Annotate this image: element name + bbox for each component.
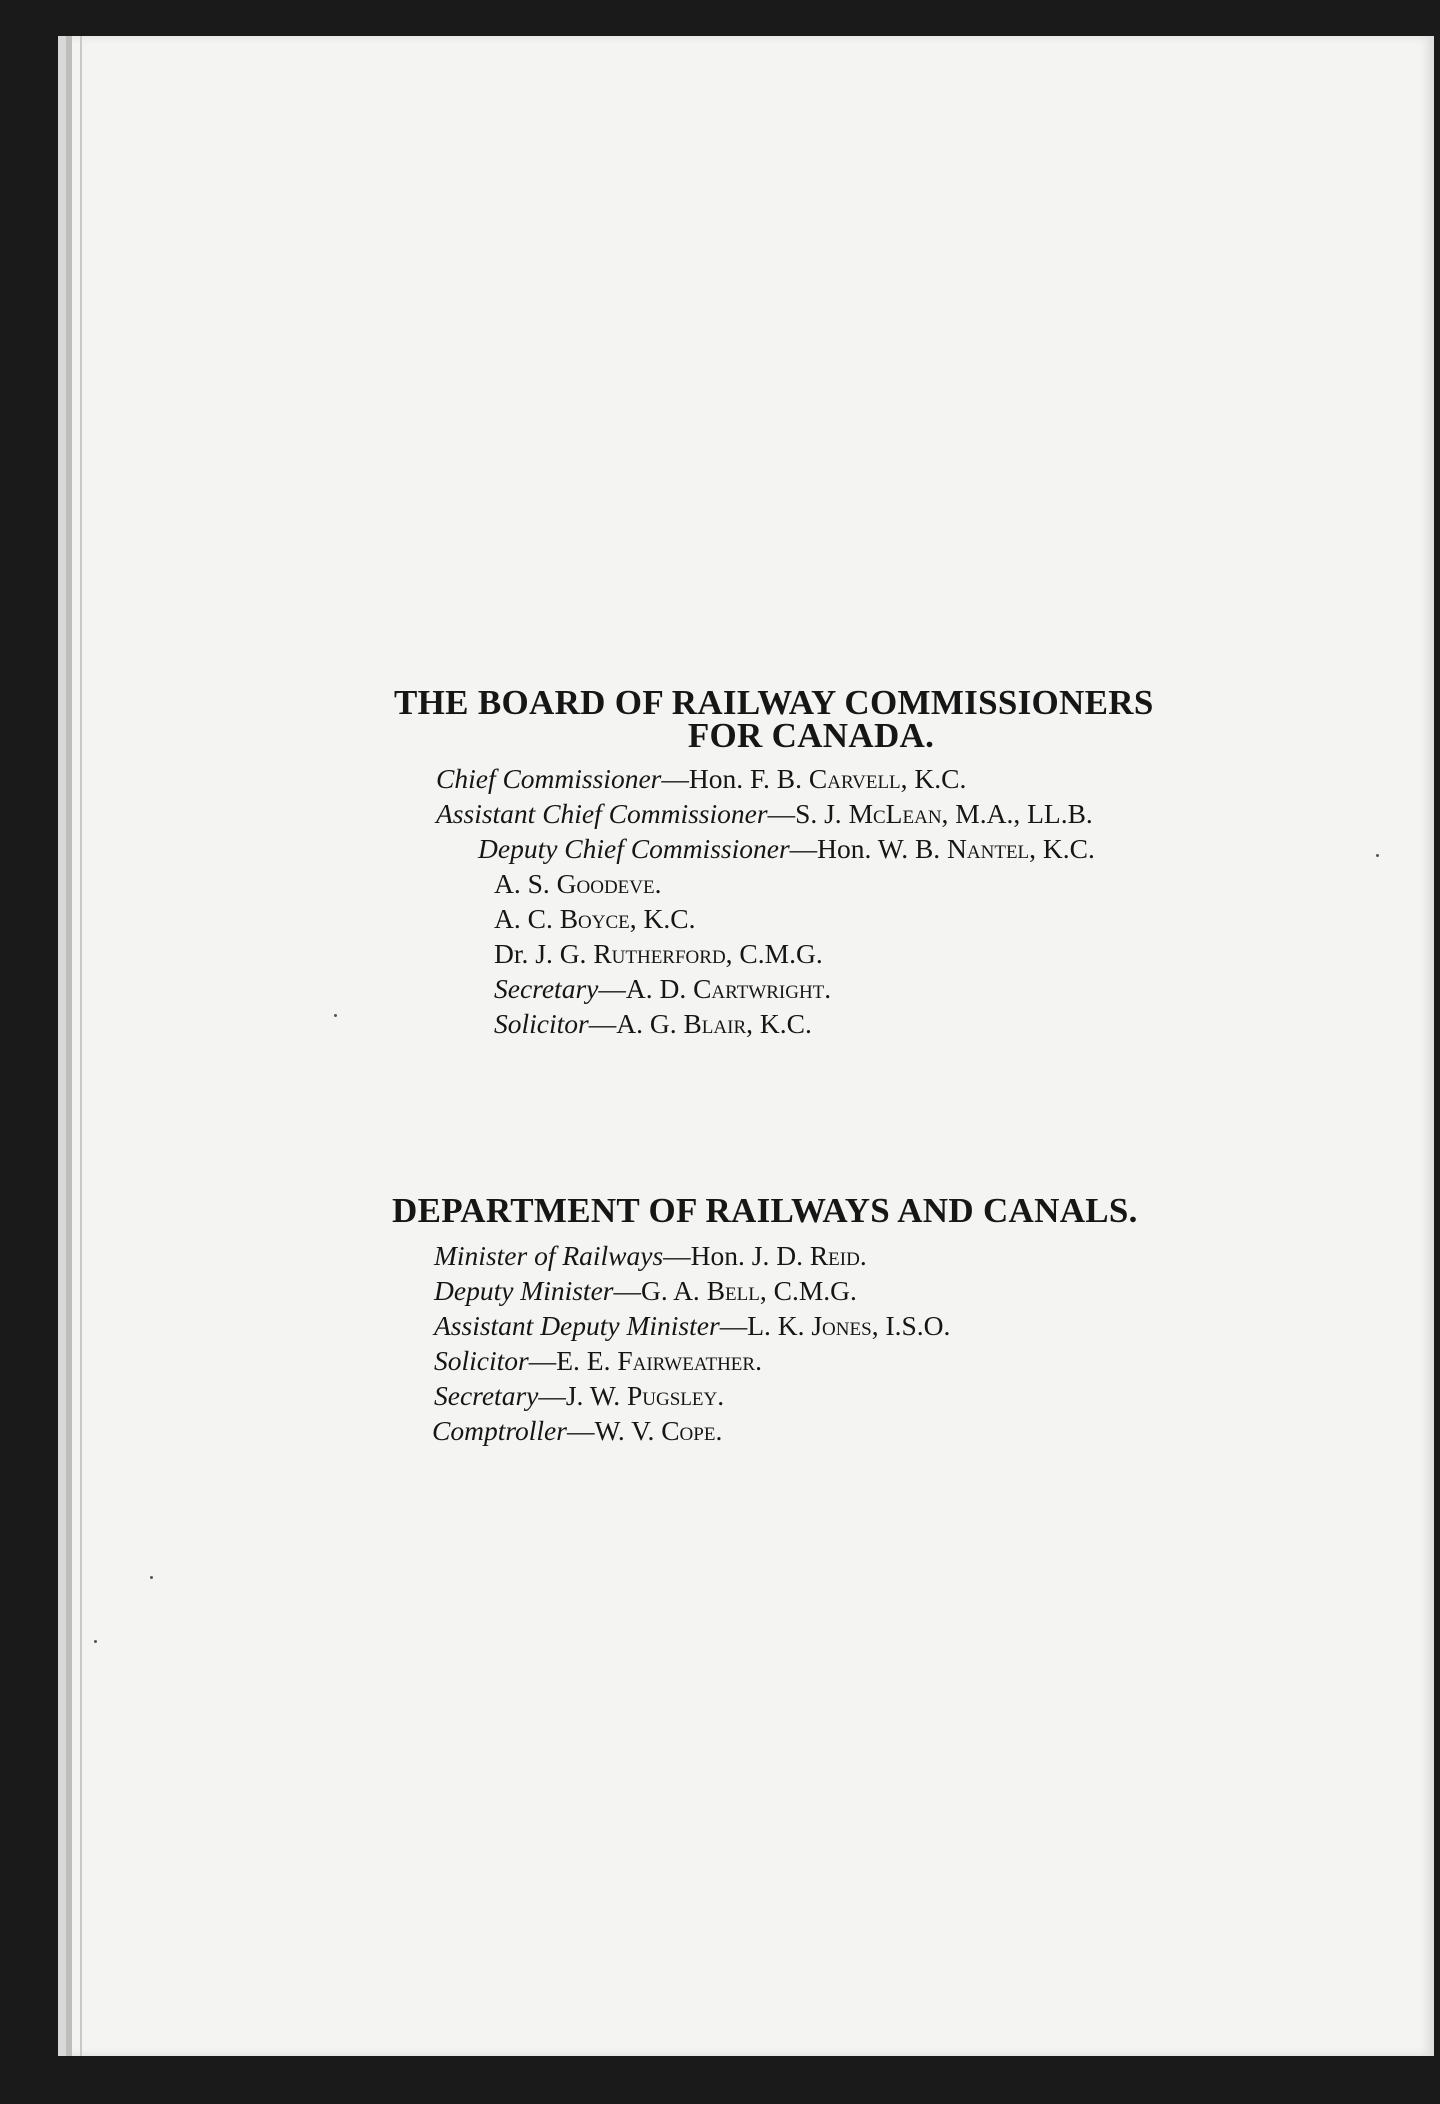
member-role: Deputy Chief Commissioner [478,833,790,864]
board-member-row [388,936,1288,971]
member-surname: Blair [683,1008,747,1039]
board-section [388,684,1288,1041]
member-surname: Reid [809,1240,860,1271]
member-suffix: , C.M.G. [759,1275,857,1306]
department-member-row [388,1238,1288,1273]
department-member-row [388,1413,1288,1448]
member-prefix: G. A. [640,1275,707,1306]
member-separator: — [528,1345,557,1376]
member-separator: — [566,1415,595,1446]
member-prefix: A. D. [625,973,694,1004]
member-prefix: J. W. [565,1380,627,1411]
member-surname: Cope [661,1415,716,1446]
member-suffix: . [824,973,832,1004]
member-surname: Carvell [808,763,901,794]
board-title-line-1: THE BOARD OF RAILWAY COMMISSIONERS [394,683,1154,722]
member-suffix: , K.C. [746,1008,812,1039]
member-role: Secretary [434,1380,539,1411]
member-separator: — [719,1310,748,1341]
department-members-list [388,1238,1288,1448]
member-separator: — [661,763,689,794]
member-role: Solicitor [494,1008,589,1039]
member-surname: McLean [848,798,942,829]
member-role: Chief Commissioner [436,763,662,794]
board-member-row [388,866,1288,901]
member-prefix: W. V. [594,1415,662,1446]
board-title-line-2: FOR CANADA. [687,716,935,755]
member-surname: Bell [706,1275,760,1306]
board-member-row [388,761,1288,796]
member-suffix: , I.S.O. [871,1310,951,1341]
member-surname: Fairweather [617,1345,756,1376]
board-member-row [388,1006,1288,1041]
scan-speck [94,1640,97,1643]
member-prefix: E. E. [556,1345,618,1376]
member-role: Assistant Chief Commissioner [436,798,768,829]
board-members-list [388,761,1288,1041]
member-prefix: A. G. [616,1008,684,1039]
member-suffix: . [859,1240,867,1271]
member-surname: Goodeve [556,868,655,899]
member-prefix: Hon. W. B. [817,833,948,864]
member-suffix: , M.A., LL.B. [941,798,1093,829]
member-suffix: . [715,1415,723,1446]
member-prefix: L. K. [747,1310,812,1341]
member-role: Comptroller [432,1415,567,1446]
department-member-row [388,1378,1288,1413]
member-prefix: Dr. J. G. [494,938,594,969]
board-member-row [388,901,1288,936]
scan-speck [150,1576,153,1579]
member-prefix: Hon. F. B. [688,763,809,794]
department-member-row [388,1273,1288,1308]
member-prefix: Hon. J. D. [690,1240,810,1271]
member-separator: — [613,1275,641,1306]
member-separator: — [538,1380,566,1411]
member-role: Secretary [494,973,599,1004]
member-prefix: A. S. [494,868,557,899]
member-surname: Jones [811,1310,872,1341]
member-surname: Cartwright [693,973,825,1004]
member-role: Assistant Deputy Minister [434,1310,720,1341]
board-member-row [388,831,1288,866]
scan-speck [334,1014,337,1017]
member-separator: — [663,1240,691,1271]
member-role: Minister of Railways [434,1240,664,1271]
department-section [388,1192,1288,1448]
member-surname: Rutherford [593,938,726,969]
member-suffix: , K.C. [1029,833,1095,864]
member-role: Solicitor [434,1345,529,1376]
member-suffix: , K.C. [629,903,696,934]
member-surname: Boyce [559,903,630,934]
member-separator: — [588,1008,617,1039]
member-separator: — [789,833,818,864]
member-prefix: A. C. [494,903,560,934]
member-suffix: . [755,1345,762,1376]
department-member-row [388,1308,1288,1343]
department-member-row [388,1343,1288,1378]
board-member-row [388,796,1288,831]
department-title: DEPARTMENT OF RAILWAYS AND CANALS. [392,1191,1138,1230]
member-suffix: . [654,868,662,899]
scan-speck [1376,854,1379,857]
member-suffix: , K.C. [900,763,967,794]
member-separator: — [767,798,796,829]
member-suffix: . [717,1380,725,1411]
member-surname: Pugsley [627,1380,718,1411]
member-role: Deputy Minister [434,1275,614,1306]
board-member-row [388,971,1288,1006]
member-prefix: S. J. [795,798,849,829]
member-separator: — [598,973,626,1004]
member-suffix: , C.M.G. [725,938,823,969]
document-page [58,36,1434,2056]
member-surname: Nantel [947,833,1030,864]
page-binding-edge [80,36,82,2056]
